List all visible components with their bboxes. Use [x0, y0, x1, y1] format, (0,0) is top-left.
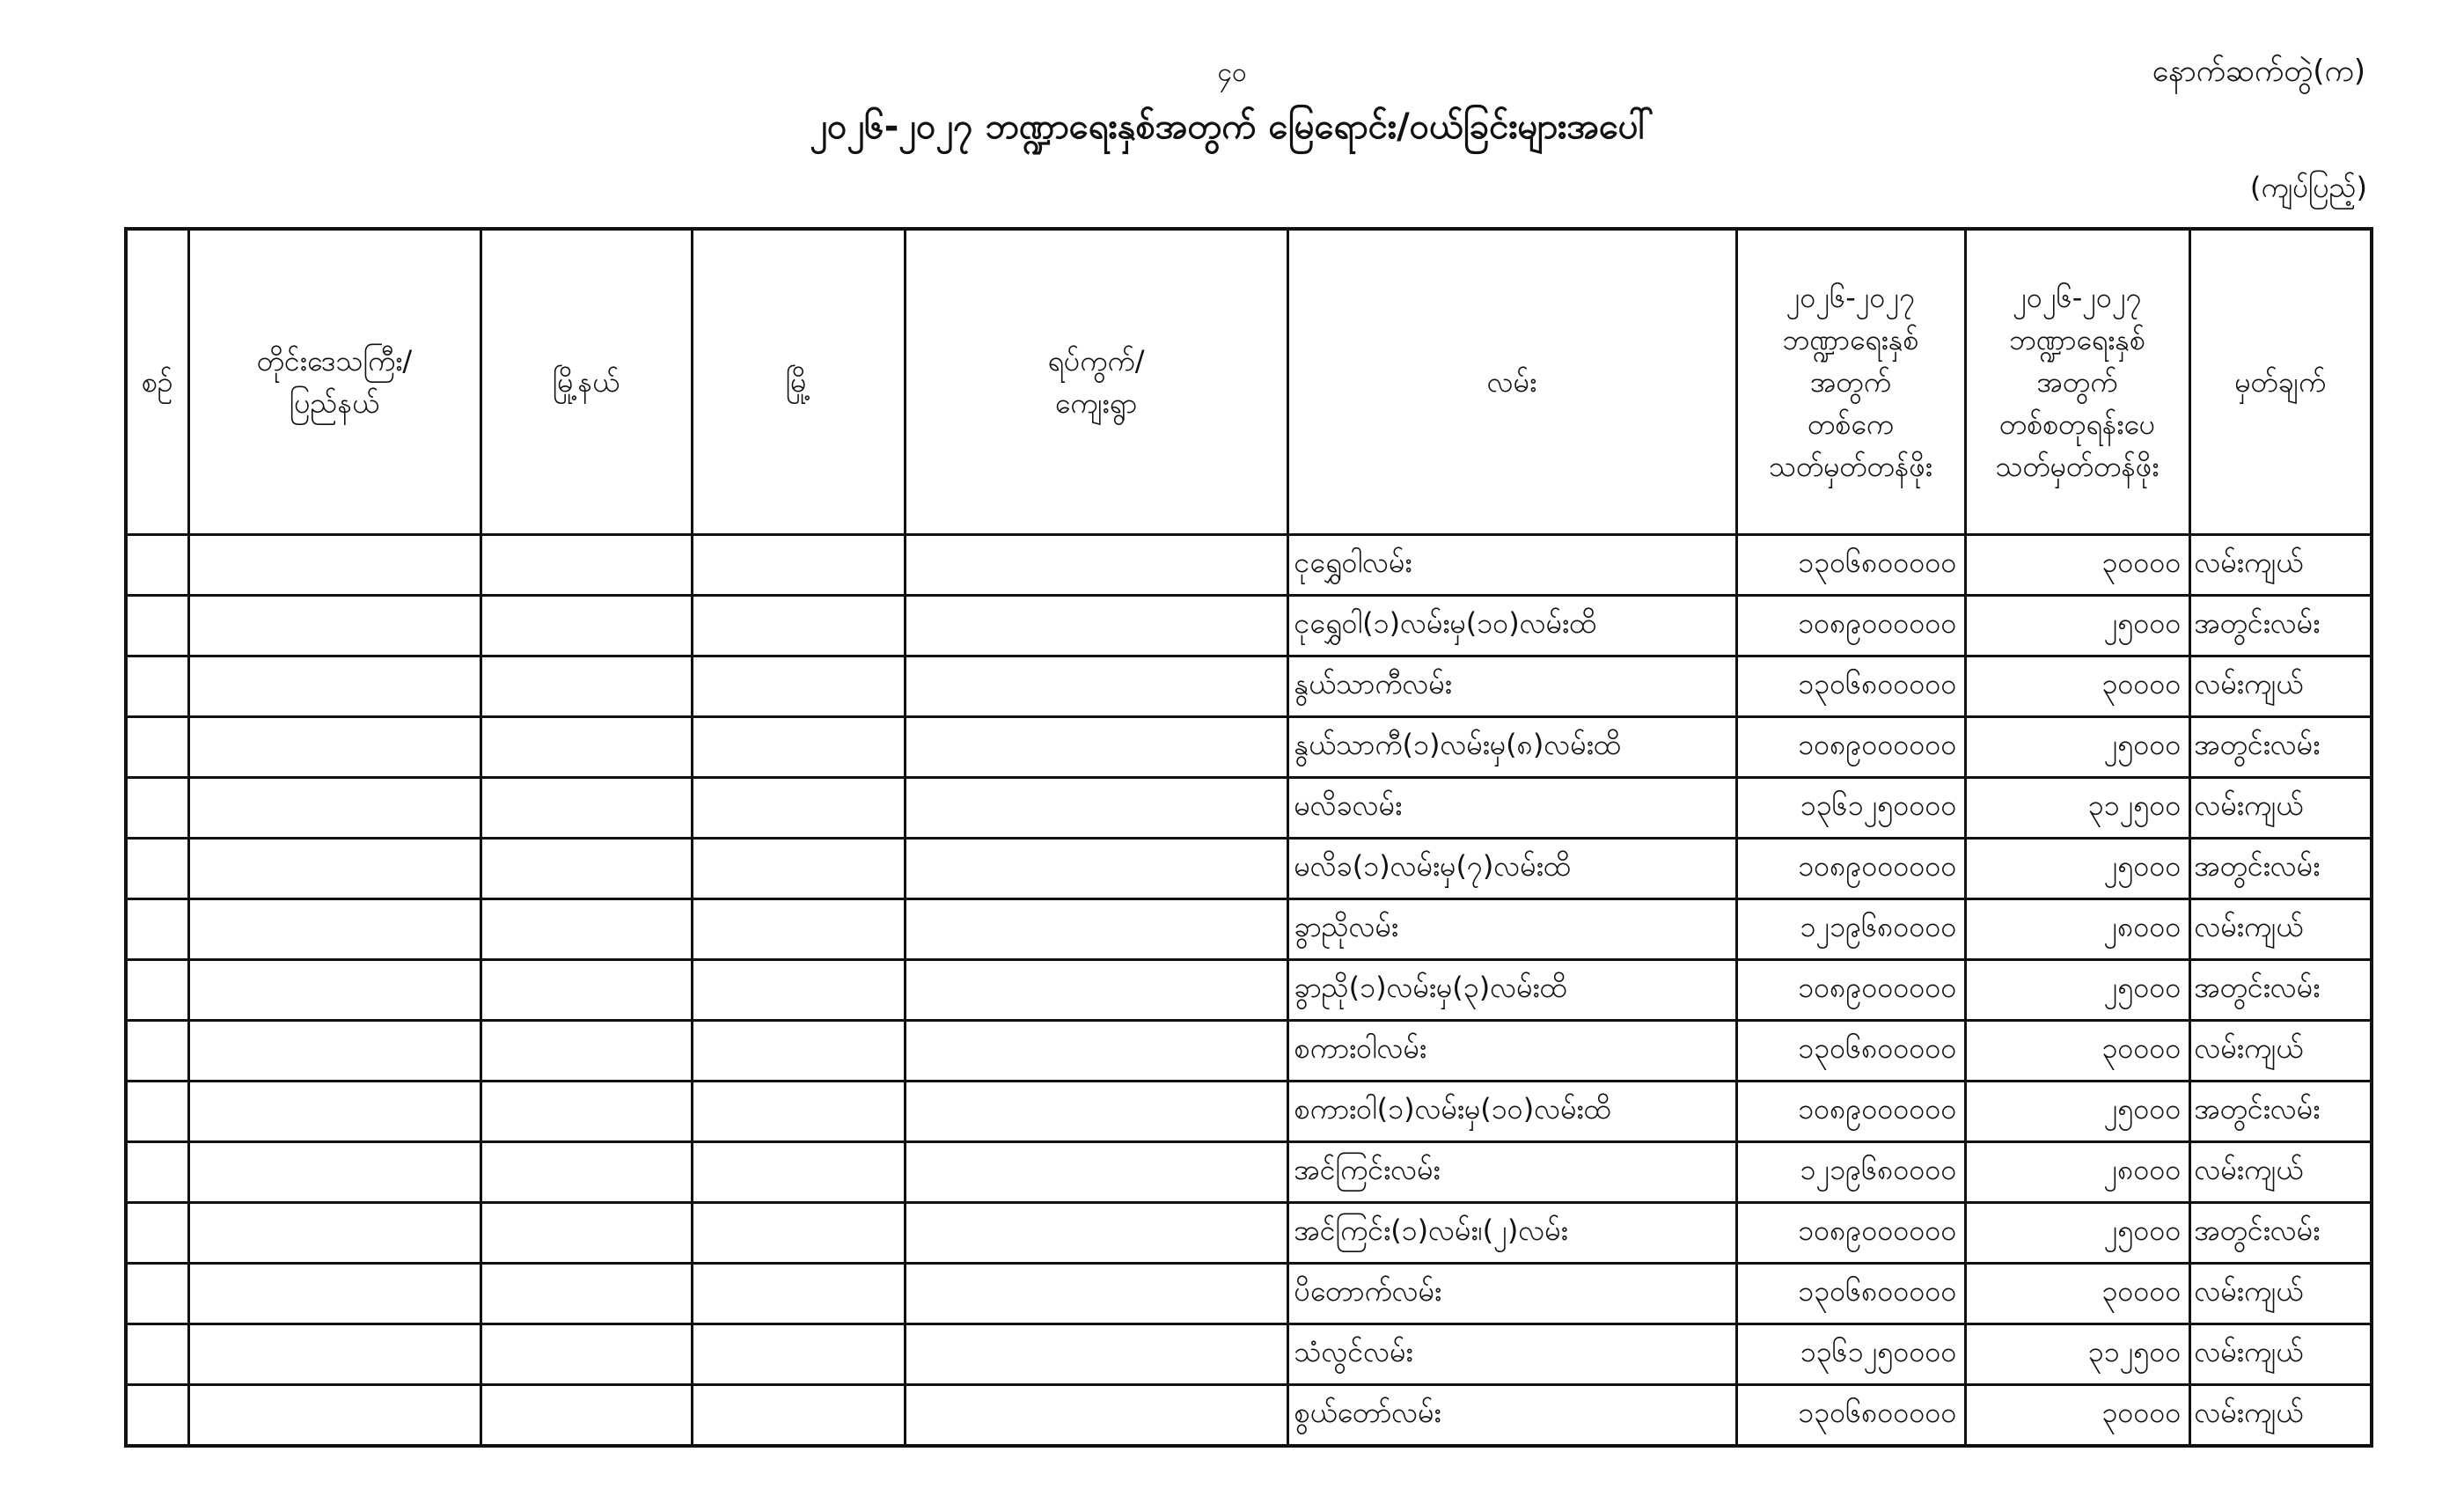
- serial-cell: [126, 1142, 188, 1203]
- region-cell: [188, 656, 480, 717]
- value-per-sqft-cell: ၂၈၀၀၀: [1965, 1142, 2189, 1203]
- table-row: [126, 839, 2372, 899]
- township-cell: [480, 1385, 692, 1447]
- serial-cell: [126, 960, 188, 1021]
- remark-cell: လမ်းကျယ်: [2189, 1324, 2372, 1385]
- serial-cell: [126, 1324, 188, 1385]
- value-per-sqft-cell: ၂၅၀၀၀: [1965, 1082, 2189, 1142]
- region-cell: [188, 1203, 480, 1264]
- serial-cell: [126, 1385, 188, 1447]
- column-header-road: [1287, 229, 1736, 535]
- road-name-cell: အင်ကြင်းလမ်း: [1287, 1142, 1736, 1203]
- value-per-sqft-cell: ၂၅၀၀၀: [1965, 960, 2189, 1021]
- table-row: [126, 1385, 2372, 1447]
- ward-village-cell: [905, 960, 1287, 1021]
- township-cell: [480, 596, 692, 656]
- table-row: [126, 656, 2372, 717]
- ward-village-cell: [905, 596, 1287, 656]
- remark-cell: လမ်းကျယ်: [2189, 899, 2372, 960]
- remark-cell: လမ်းကျယ်: [2189, 1021, 2372, 1082]
- table-row: [126, 899, 2372, 960]
- value-per-sqft-cell: ၂၅၀၀၀: [1965, 1203, 2189, 1264]
- region-cell: [188, 778, 480, 839]
- value-per-sqft-cell: ၃၁၂၅၀၀: [1965, 778, 2189, 839]
- value-per-acre-cell: ၁၀၈၉၀၀၀၀၀၀: [1736, 839, 1965, 899]
- land-value-table: [124, 227, 2373, 1448]
- value-per-acre-cell: ၁၃၀၆၈၀၀၀၀၀: [1736, 1264, 1965, 1324]
- serial-cell: [126, 656, 188, 717]
- region-cell: [188, 1082, 480, 1142]
- table-row: [126, 717, 2372, 778]
- township-cell: [480, 960, 692, 1021]
- town-cell: [692, 1203, 905, 1264]
- serial-cell: [126, 1264, 188, 1324]
- township-cell: [480, 1203, 692, 1264]
- table-row: [126, 1264, 2372, 1324]
- value-per-acre-cell: ၁၀၈၉၀၀၀၀၀၀: [1736, 1203, 1965, 1264]
- column-header-ward-village: [905, 229, 1287, 535]
- ward-village-cell: [905, 899, 1287, 960]
- serial-cell: [126, 778, 188, 839]
- column-header-township-label: မြို့နယ်: [552, 365, 620, 399]
- value-per-sqft-cell: ၃၀၀၀၀: [1965, 535, 2189, 596]
- road-name-cell: ငုရွှေဝါ(၁)လမ်းမှ(၁၀)လမ်းထိ: [1287, 596, 1736, 656]
- road-name-cell: ပိတောက်လမ်း: [1287, 1264, 1736, 1324]
- ward-village-cell: [905, 717, 1287, 778]
- ward-village-cell: [905, 656, 1287, 717]
- serial-cell: [126, 1082, 188, 1142]
- table-row: [126, 1324, 2372, 1385]
- ward-village-cell: [905, 1082, 1287, 1142]
- remark-cell: အတွင်းလမ်း: [2189, 839, 2372, 899]
- road-name-cell: အင်ကြင်း(၁)လမ်း၊(၂)လမ်း: [1287, 1203, 1736, 1264]
- column-header-ward-village-label: ရပ်ကွက်/ ကျေးရွာ: [1047, 344, 1145, 420]
- ward-village-cell: [905, 839, 1287, 899]
- region-cell: [188, 1142, 480, 1203]
- region-cell: [188, 717, 480, 778]
- value-per-sqft-cell: ၂၅၀၀၀: [1965, 596, 2189, 656]
- town-cell: [692, 656, 905, 717]
- column-header-road-label: လမ်း: [1486, 365, 1537, 399]
- ward-village-cell: [905, 1385, 1287, 1447]
- town-cell: [692, 1142, 905, 1203]
- ward-village-cell: [905, 535, 1287, 596]
- road-name-cell: ခွာညိုလမ်း: [1287, 899, 1736, 960]
- region-cell: [188, 960, 480, 1021]
- ward-village-cell: [905, 1021, 1287, 1082]
- remark-cell: လမ်းကျယ်: [2189, 778, 2372, 839]
- township-cell: [480, 1082, 692, 1142]
- town-cell: [692, 717, 905, 778]
- region-cell: [188, 899, 480, 960]
- township-cell: [480, 1021, 692, 1082]
- column-header-value-per-acre-label: ၂၀၂၆-၂၀၂၇ ဘဏ္ဍာရေးနှစ် အတွက် တစ်ကေ သတ်မှတ်တန်ဖိုး: [1769, 281, 1932, 483]
- value-per-acre-cell: ၁၃၀၆၈၀၀၀၀၀: [1736, 1385, 1965, 1447]
- remark-cell: လမ်းကျယ်: [2189, 1142, 2372, 1203]
- value-per-acre-cell: ၁၀၈၉၀၀၀၀၀၀: [1736, 717, 1965, 778]
- column-header-town: [692, 229, 905, 535]
- region-cell: [188, 839, 480, 899]
- annex-label: နောက်ဆက်တွဲ(က): [2152, 54, 2365, 89]
- table-row: [126, 535, 2372, 596]
- value-per-acre-cell: ၁၀၈၉၀၀၀၀၀၀: [1736, 960, 1965, 1021]
- town-cell: [692, 1021, 905, 1082]
- road-name-cell: မလိခလမ်း: [1287, 778, 1736, 839]
- road-name-cell: နွယ်သာကီလမ်း: [1287, 656, 1736, 717]
- road-name-cell: စွယ်တော်လမ်း: [1287, 1385, 1736, 1447]
- value-per-acre-cell: ၁၃၀၆၈၀၀၀၀၀: [1736, 1021, 1965, 1082]
- road-name-cell: နွယ်သာကီ(၁)လမ်းမှ(၈)လမ်းထိ: [1287, 717, 1736, 778]
- value-per-acre-cell: ၁၃၀၆၈၀၀၀၀၀: [1736, 535, 1965, 596]
- township-cell: [480, 839, 692, 899]
- region-cell: [188, 1324, 480, 1385]
- table-row: [126, 960, 2372, 1021]
- town-cell: [692, 535, 905, 596]
- column-header-region-label: တိုင်းဒေသကြီး/ ပြည်နယ်: [256, 344, 413, 420]
- town-cell: [692, 1324, 905, 1385]
- column-header-serial: [126, 229, 188, 535]
- township-cell: [480, 899, 692, 960]
- value-per-sqft-cell: ၃၀၀၀၀: [1965, 656, 2189, 717]
- currency-unit-label: (ကျပ်ပြည့်): [2249, 171, 2367, 204]
- serial-cell: [126, 899, 188, 960]
- ward-village-cell: [905, 778, 1287, 839]
- town-cell: [692, 1264, 905, 1324]
- serial-cell: [126, 1021, 188, 1082]
- value-per-acre-cell: ၁၂၁၉၆၈၀၀၀၀: [1736, 899, 1965, 960]
- table-row: [126, 1021, 2372, 1082]
- town-cell: [692, 960, 905, 1021]
- ward-village-cell: [905, 1264, 1287, 1324]
- value-per-acre-cell: ၁၃၆၁၂၅၀၀၀၀: [1736, 1324, 1965, 1385]
- road-name-cell: ခွာညို(၁)လမ်းမှ(၃)လမ်းထိ: [1287, 960, 1736, 1021]
- value-per-acre-cell: ၁၂၁၉၆၈၀၀၀၀: [1736, 1142, 1965, 1203]
- value-per-acre-cell: ၁၀၈၉၀၀၀၀၀၀: [1736, 1082, 1965, 1142]
- document-title: ၂၀၂၆-၂၀၂၇ ဘဏ္ဍာရေးနှစ်အတွက် မြေရောင်း/ဝယ်ခြင်းများအပေါ်: [810, 106, 1654, 147]
- township-cell: [480, 778, 692, 839]
- table-row: [126, 1203, 2372, 1264]
- remark-cell: လမ်းကျယ်: [2189, 656, 2372, 717]
- road-name-cell: သံလွင်လမ်း: [1287, 1324, 1736, 1385]
- value-per-sqft-cell: ၂၈၀၀၀: [1965, 899, 2189, 960]
- road-name-cell: စကားဝါလမ်း: [1287, 1021, 1736, 1082]
- table-row: [126, 596, 2372, 656]
- town-cell: [692, 1385, 905, 1447]
- column-header-remark-label: မှတ်ချက်: [2234, 365, 2327, 399]
- ward-village-cell: [905, 1142, 1287, 1203]
- township-cell: [480, 1264, 692, 1324]
- serial-cell: [126, 1203, 188, 1264]
- value-per-sqft-cell: ၂၅၀၀၀: [1965, 839, 2189, 899]
- town-cell: [692, 1082, 905, 1142]
- township-cell: [480, 717, 692, 778]
- town-cell: [692, 839, 905, 899]
- region-cell: [188, 535, 480, 596]
- town-cell: [692, 778, 905, 839]
- remark-cell: လမ်းကျယ်: [2189, 1264, 2372, 1324]
- column-header-value-per-acre: [1736, 229, 1965, 535]
- column-header-town-label: မြို့: [785, 365, 811, 399]
- column-header-remark: [2189, 229, 2372, 535]
- serial-cell: [126, 717, 188, 778]
- township-cell: [480, 656, 692, 717]
- remark-cell: လမ်းကျယ်: [2189, 535, 2372, 596]
- table-body: [126, 535, 2372, 1447]
- remark-cell: လမ်းကျယ်: [2189, 1385, 2372, 1447]
- column-header-region: [188, 229, 480, 535]
- serial-cell: [126, 535, 188, 596]
- value-per-sqft-cell: ၃၁၂၅၀၀: [1965, 1324, 2189, 1385]
- town-cell: [692, 596, 905, 656]
- table-row: [126, 1082, 2372, 1142]
- table-header-row: [126, 229, 2372, 535]
- value-per-sqft-cell: ၂၅၀၀၀: [1965, 717, 2189, 778]
- township-cell: [480, 1324, 692, 1385]
- value-per-acre-cell: ၁၀၈၉၀၀၀၀၀၀: [1736, 596, 1965, 656]
- remark-cell: အတွင်းလမ်း: [2189, 1082, 2372, 1142]
- value-per-sqft-cell: ၃၀၀၀၀: [1965, 1021, 2189, 1082]
- township-cell: [480, 1142, 692, 1203]
- township-cell: [480, 535, 692, 596]
- serial-cell: [126, 839, 188, 899]
- serial-cell: [126, 596, 188, 656]
- region-cell: [188, 1021, 480, 1082]
- ward-village-cell: [905, 1324, 1287, 1385]
- page-number: ၄၀: [1217, 57, 1247, 88]
- column-header-township: [480, 229, 692, 535]
- value-per-acre-cell: ၁၃၀၆၈၀၀၀၀၀: [1736, 656, 1965, 717]
- region-cell: [188, 1385, 480, 1447]
- town-cell: [692, 899, 905, 960]
- value-per-sqft-cell: ၃၀၀၀၀: [1965, 1385, 2189, 1447]
- column-header-value-per-sqft-label: ၂၀၂၆-၂၀၂၇ ဘဏ္ဍာရေးနှစ် အတွက် တစ်စတုရန်းပေ သတ်မှတ်တန်ဖိုး: [1995, 281, 2160, 483]
- table-row: [126, 1142, 2372, 1203]
- remark-cell: အတွင်းလမ်း: [2189, 1203, 2372, 1264]
- value-per-acre-cell: ၁၃၆၁၂၅၀၀၀၀: [1736, 778, 1965, 839]
- region-cell: [188, 1264, 480, 1324]
- table-row: [126, 778, 2372, 839]
- remark-cell: အတွင်းလမ်း: [2189, 596, 2372, 656]
- region-cell: [188, 596, 480, 656]
- value-per-sqft-cell: ၃၀၀၀၀: [1965, 1264, 2189, 1324]
- road-name-cell: စကားဝါ(၁)လမ်းမှ(၁၀)လမ်းထိ: [1287, 1082, 1736, 1142]
- remark-cell: အတွင်းလမ်း: [2189, 717, 2372, 778]
- ward-village-cell: [905, 1203, 1287, 1264]
- column-header-value-per-sqft: [1965, 229, 2189, 535]
- column-header-serial-label: စဉ်: [141, 365, 173, 399]
- road-name-cell: ငုရွှေဝါလမ်း: [1287, 535, 1736, 596]
- remark-cell: အတွင်းလမ်း: [2189, 960, 2372, 1021]
- road-name-cell: မလိခ(၁)လမ်းမှ(၇)လမ်းထိ: [1287, 839, 1736, 899]
